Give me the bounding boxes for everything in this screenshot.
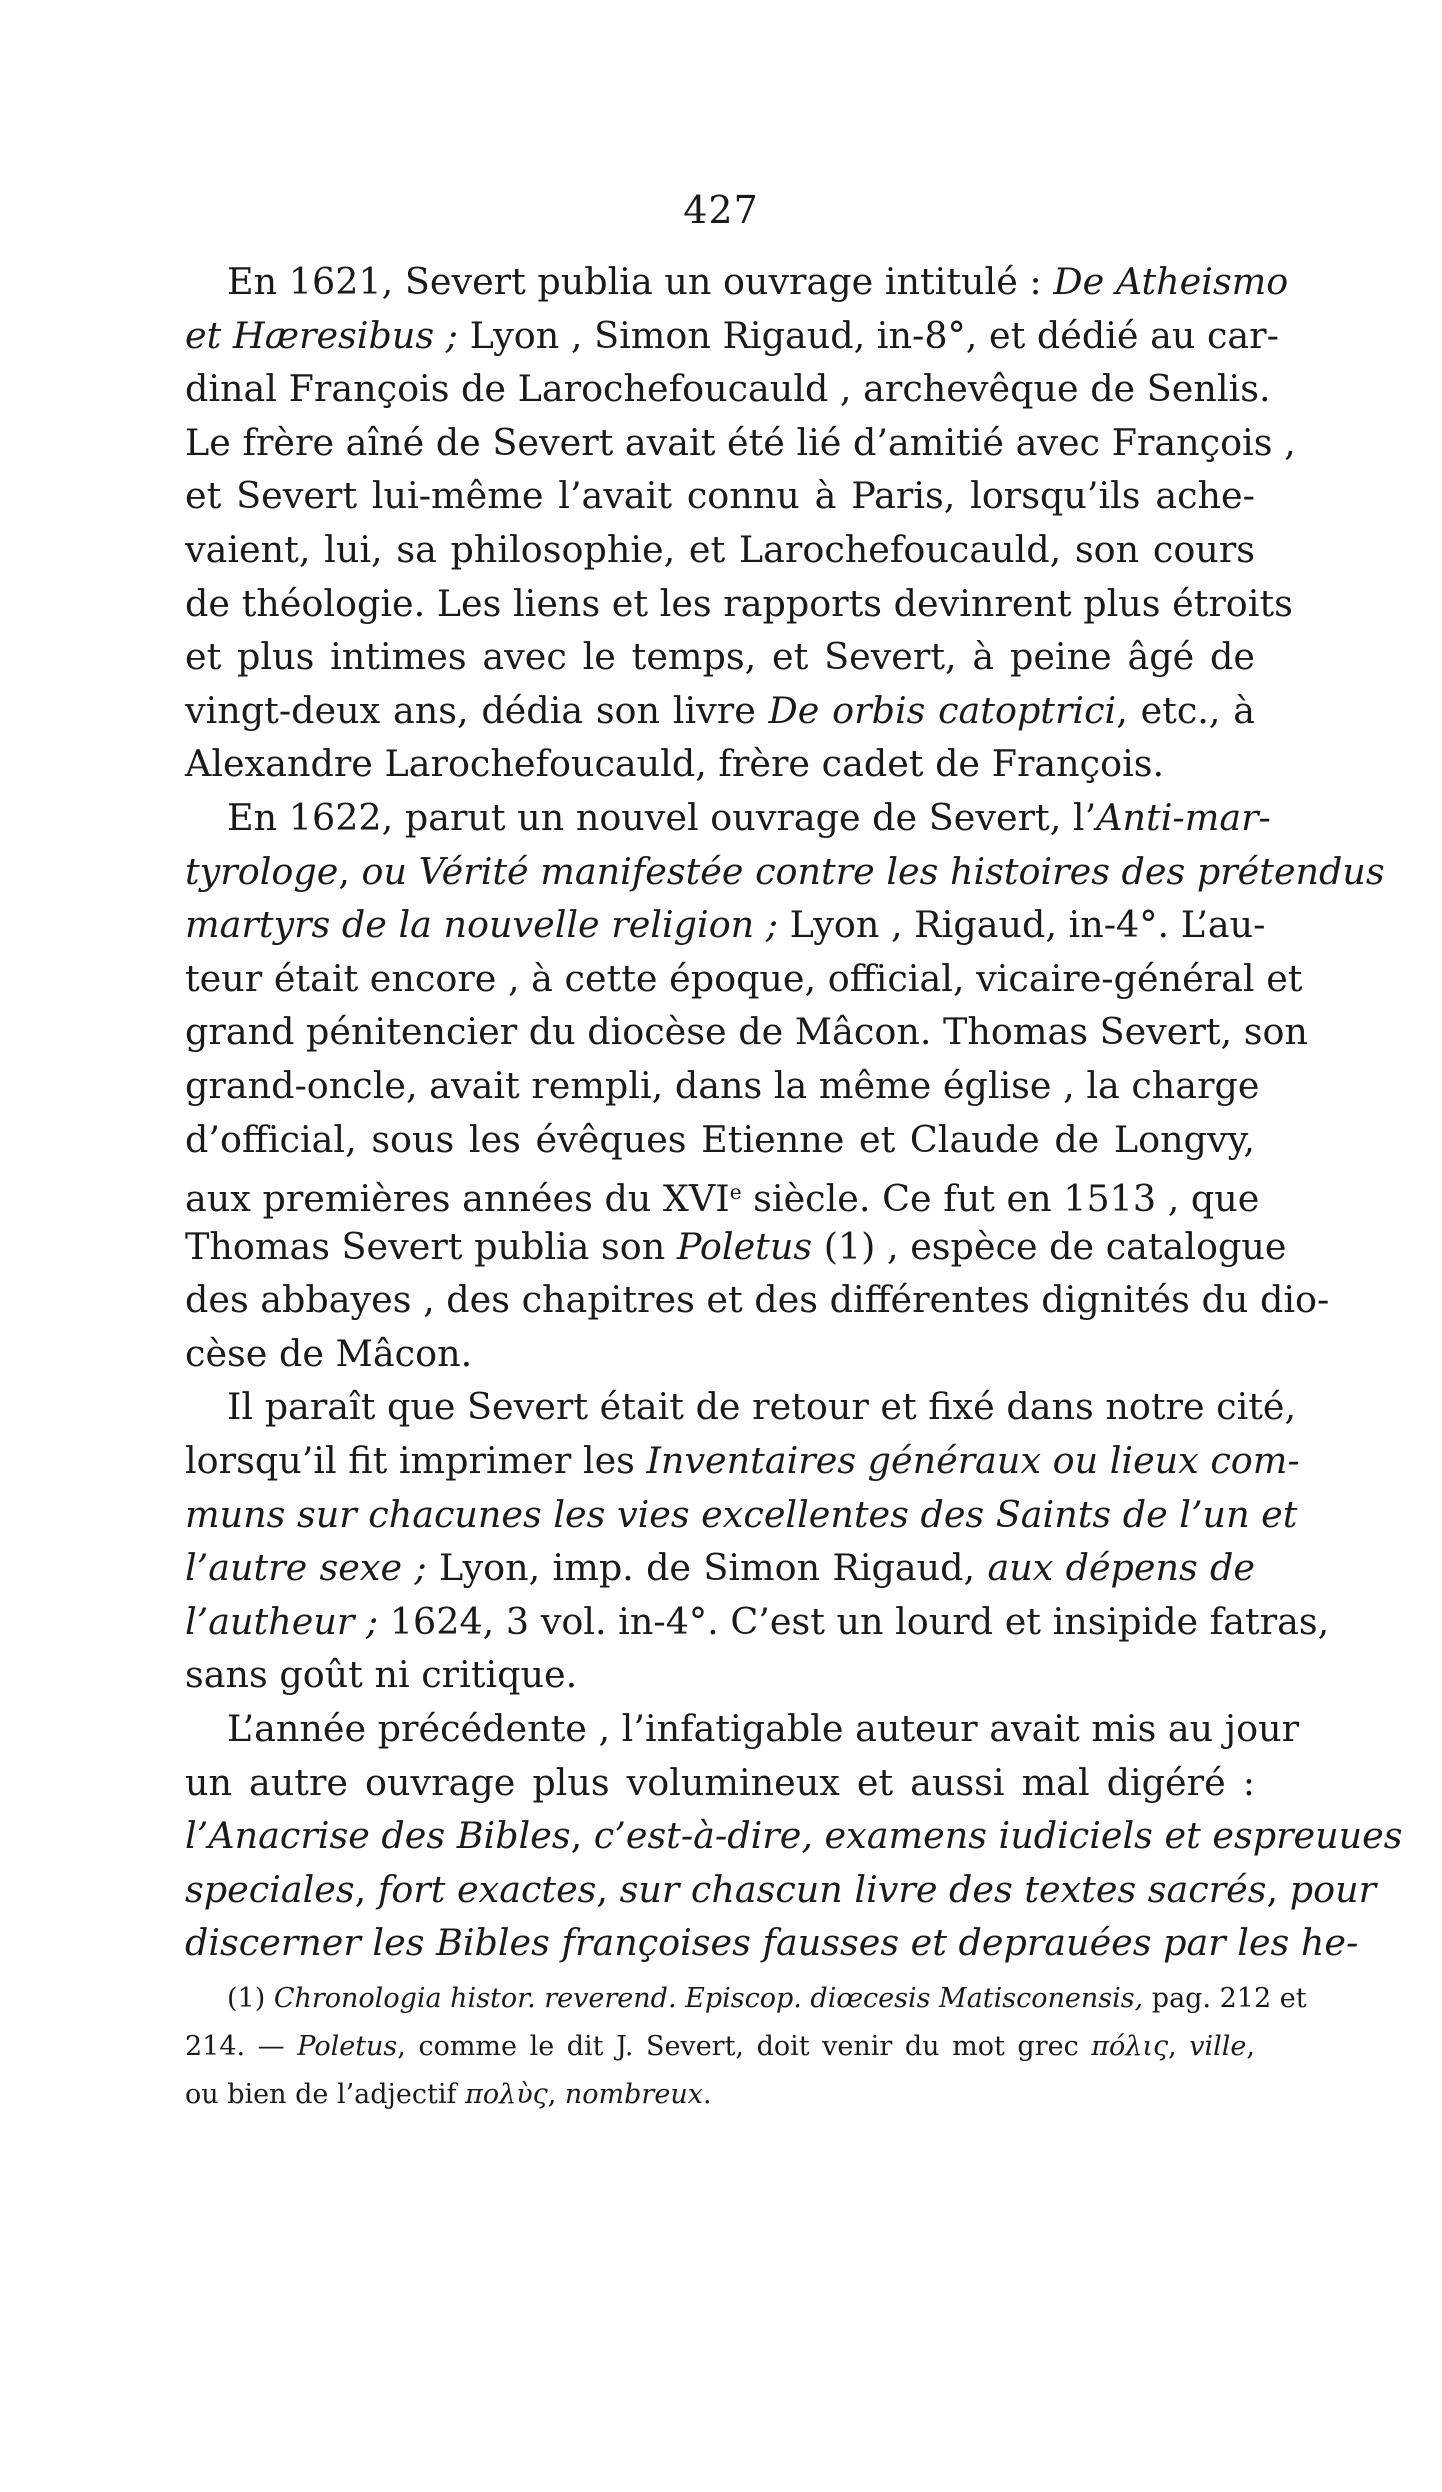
italic-run: Poletus [297,2031,398,2062]
italic-run: discerner les Bibles françoises fausses et deprauées par les he- [185,1921,1359,1965]
text-line [185,309,1279,363]
italic-run: πόλις [1091,2031,1169,2062]
text-run: , [596,1867,620,1911]
italic-run: Poletus [676,1224,813,1268]
text-line [185,845,1385,899]
text-run: , comme le dit J. Severt, doit venir du mot grec [397,2031,1092,2062]
page-number: 427 [683,188,759,232]
text-line [185,1809,1403,1863]
text-run: siècle. Ce fut en 1513 , que [741,1177,1260,1221]
text-line [185,630,1255,684]
text-line [185,1113,1255,1167]
text-line [185,1541,1255,1595]
italic-run: l’autheur ; [185,1599,379,1643]
italic-run: De Atheismo [1053,260,1289,303]
text-line [185,952,1303,1006]
text-line [185,737,1255,791]
text-line [185,1059,1260,1113]
text-run: pag. 212 et [1143,1983,1307,2014]
footnote [185,1975,1307,2119]
text-run: et Severt lui-même l’avait connu à Paris, lorsqu’ils ache- [185,474,1255,518]
text-run: Thomas Severt publia son [185,1224,677,1268]
italic-run: l’autre sexe ; [185,1546,427,1590]
text-run: 1624, 3 vol. in-4°. C’est un lourd et insipide fatras, [378,1599,1330,1643]
paragraph [185,791,1385,1381]
footnote-line [185,1975,1307,2023]
text-run: grand-oncle, avait rempli, dans la même église , la charge [185,1063,1260,1107]
text-run: En 1621, Severt publia un ouvrage intitulé : [227,260,1054,303]
italic-run: sur chascun livre des textes sacrés [619,1867,1267,1911]
text-line [185,1488,1298,1542]
text-run: Lyon , Rigaud, in-4°. L’au- [778,903,1266,947]
text-run: lorsqu’il fit imprimer les [185,1439,647,1483]
text-line [185,523,1255,577]
text-run: des abbayes , des chapitres et des différentes dignités du dio- [185,1278,1330,1322]
italic-run: ou Vérité manifestée contre les histoires des prétendus [361,849,1385,893]
italic-run: nombreux [564,2079,703,2110]
italic-run: et Hæresibus ; [185,313,458,357]
text-run: , [570,1814,594,1858]
text-run: Le frère aîné de Severt avait été lié d’amitié avec François , [185,420,1296,464]
footnote-line [185,2023,1255,2071]
text-run: cèse de Mâcon. [185,1331,473,1375]
text-line [185,1434,1300,1488]
text-run: Alexandre Larochefoucauld, frère cadet de François. [185,742,1165,786]
italic-run: Anti-mar- [1096,795,1271,839]
text-run: (1) , espèce de catalogue [812,1224,1287,1268]
text-run: Il paraît que Severt était de retour et fixé dans notre cité, [227,1385,1297,1429]
italic-run: fort exactes [377,1867,597,1911]
text-run: 214. — [185,2031,298,2062]
text-line [185,684,1255,738]
text-run: vaient, lui, sa philosophie, et Larochefoucauld, son cours [185,527,1255,571]
text-line [185,1595,1330,1649]
text-run: un autre ouvrage plus volumineux et aussi mal digéré : [185,1760,1255,1804]
paragraph [185,1380,1330,1702]
text-run: vingt-deux ans, dédia son livre [185,688,769,732]
text-line [185,898,1266,952]
text-run: et plus intimes avec le temps, et Severt, à peine âgé de [185,635,1255,679]
italic-run: Inventaires généraux ou lieux com- [646,1439,1300,1483]
text-line [185,577,1293,631]
text-line [185,1327,1255,1381]
text-run: , [338,849,362,893]
text-run: , [547,2079,565,2110]
superscript: e [729,1180,742,1205]
text-run: d’official, sous les évêques Etienne et Claude de Longvy, [185,1117,1255,1161]
text-line [185,1166,1260,1221]
text-line [185,1863,1377,1917]
text-run: En 1622, parut un nouvel ouvrage de Severt, l’ [227,795,1097,839]
text-run: aux premières années du XVI [185,1177,730,1221]
paragraph [185,255,1296,791]
text-run: de théologie. Les liens et les rapports devinrent plus étroits [185,581,1293,625]
text-line [185,1916,1359,1970]
body-text [185,255,1403,1970]
italic-run: c’est-à-dire, examens iudiciels et espreuues [593,1814,1403,1858]
text-run: Lyon , Simon Rigaud, in-8°, et dédié au car- [457,313,1279,357]
text-run: , [1266,1867,1290,1911]
italic-run: aux dépens de [987,1546,1255,1590]
text-line [185,791,1271,845]
text-line [185,1273,1330,1327]
text-line [185,255,1289,309]
italic-run: muns sur chacunes les vies excellentes des Saints de l’un et [185,1492,1298,1536]
italic-run: pour [1289,1867,1377,1911]
paragraph [185,1702,1403,1970]
italic-run: tyrologe [185,849,339,893]
italic-run: De orbis catoptrici [768,688,1117,732]
text-line [185,1220,1287,1274]
text-run: teur était encore , à cette époque, official, vicaire-général et [185,956,1303,1000]
text-line [185,1648,1255,1702]
italic-run: ville [1189,2031,1247,2062]
footnote-line [185,2071,1255,2119]
text-line [185,1702,1300,1756]
text-line [185,469,1255,523]
italic-run: Chronologia histor. reverend. Episcop. diœcesis Matisconensis, [273,1983,1144,2014]
text-line [185,362,1271,416]
italic-run: πολὺς [465,2079,548,2110]
text-line [185,1005,1308,1059]
text-run: grand pénitencier du diocèse de Mâcon. Thomas Severt, son [185,1010,1308,1054]
text-run: , [1168,2031,1190,2062]
text-line [185,1380,1297,1434]
text-run: sans goût ni critique. [185,1653,578,1697]
text-run: (1) [227,1983,274,2014]
text-run: , etc., à [1116,688,1255,732]
text-line [185,416,1296,470]
text-run: ou bien de l’adjectif [185,2079,466,2110]
text-run: , [1246,2031,1255,2062]
italic-run: speciales [185,1867,355,1911]
text-run: , [354,1867,378,1911]
text-run: L’année précédente , l’infatigable auteur avait mis au jour [227,1707,1300,1751]
text-run: dinal François de Larochefoucauld , archevêque de Senlis. [185,367,1271,411]
text-run: . [702,2079,712,2110]
italic-run: l’Anacrise des Bibles [185,1814,571,1858]
text-run: Lyon, imp. de Simon Rigaud, [426,1546,988,1590]
italic-run: martyrs de la nouvelle religion ; [185,903,779,947]
text-line [185,1756,1255,1810]
